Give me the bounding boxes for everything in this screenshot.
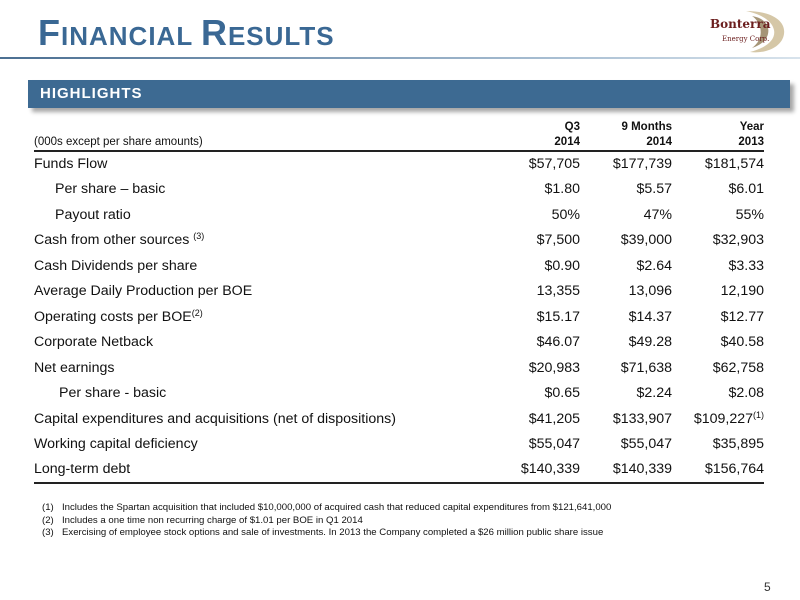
row-label: Funds Flow: [34, 151, 489, 177]
financial-highlights-table: [34, 120, 764, 484]
row-label: Net earnings: [34, 359, 115, 376]
row-value: $0.90: [544, 257, 580, 274]
logo-subtext: Energy Corp.: [722, 35, 770, 43]
footnote-ref: (3): [193, 231, 205, 242]
page-number: 5: [764, 580, 771, 594]
row-value: $12.77: [720, 308, 764, 325]
row-label: Cash Dividends per share: [34, 257, 198, 274]
row-value: $2.64: [636, 257, 672, 274]
table-row: [34, 355, 764, 381]
row-value: $41,205: [528, 410, 580, 427]
table-row: [34, 253, 764, 279]
page-title: [38, 12, 335, 54]
row-value: $40.58: [720, 334, 764, 351]
footnote-ref: (2): [191, 307, 203, 318]
row-label: Operating costs per BOE: [34, 308, 192, 325]
table-row: [34, 279, 764, 305]
row-value: 12,190: [720, 283, 764, 300]
row-value: $2.24: [636, 385, 672, 402]
row-value: $5.57: [636, 181, 672, 198]
row-value: $156,764: [672, 457, 764, 483]
header-cell-2014-ytd: 2014: [646, 136, 672, 148]
footnote: [42, 527, 611, 540]
row-value-cell: [672, 406, 764, 432]
row-value: $109,227: [693, 410, 753, 427]
table-row: [34, 406, 764, 432]
row-value: 13,355: [536, 283, 580, 300]
row-value: 47%: [643, 206, 672, 223]
table-row: [34, 457, 764, 483]
row-value: $140,339: [580, 457, 672, 483]
row-value: $71,638: [620, 359, 672, 376]
footnote-text: Includes the Spartan acquisition that included $10,000,000 of acquired cash that reduced capital expenditures from $121,641,000: [62, 502, 612, 513]
table-row: [34, 228, 764, 254]
footnote: [42, 502, 611, 515]
row-label: Payout ratio: [55, 206, 131, 223]
footnote-number: (2): [42, 514, 54, 526]
title-initial-1: F: [38, 12, 61, 53]
row-label-cell: [34, 228, 489, 254]
table-row: [34, 304, 764, 330]
footnote-ref: (1): [753, 409, 764, 420]
table-header-row-periods: [34, 120, 764, 134]
header-cell: [34, 120, 489, 134]
row-value: $3.33: [728, 257, 764, 274]
footnote-text: Exercising of employee stock options and sale of investments. In 2013 the Company completed a $26 million public share issue: [62, 527, 604, 538]
row-value: $1.80: [544, 181, 580, 198]
header-cell-2013: 2013: [738, 136, 764, 148]
row-value: $15.17: [536, 308, 580, 325]
footnote: [42, 515, 611, 528]
row-value: $49.28: [628, 334, 672, 351]
row-value: $140,339: [489, 457, 580, 483]
row-value: 13,096: [628, 283, 672, 300]
row-value: $177,739: [580, 151, 672, 177]
table-row: [34, 330, 764, 356]
footnote-text: Includes a one time non recurring charge of $1.01 per BOE in Q1 2014: [62, 514, 363, 526]
section-header-bar: [28, 80, 790, 108]
table-row: [34, 177, 764, 203]
row-value: $7,500: [536, 232, 580, 249]
row-label-cell: [34, 304, 489, 330]
row-value: $55,047: [620, 436, 672, 453]
footnotes: [42, 502, 611, 540]
row-label: Cash from other sources: [34, 232, 190, 249]
header-units-note: (000s except per share amounts): [34, 136, 203, 148]
row-value: $0.65: [544, 385, 580, 402]
row-value: $57,705: [489, 151, 580, 177]
row-value: $20,983: [528, 359, 580, 376]
row-label: Corporate Netback: [34, 334, 154, 351]
row-label: Average Daily Production per BOE: [34, 283, 253, 300]
row-label: Per share - basic: [59, 385, 167, 402]
row-value: $2.08: [728, 385, 764, 402]
logo-text: Bonterra: [710, 17, 771, 31]
section-title: HIGHLIGHTS: [40, 85, 143, 102]
row-label: Working capital deficiency: [34, 436, 198, 453]
row-value: $62,758: [712, 359, 764, 376]
row-value: $133,907: [612, 410, 672, 427]
row-value: $35,895: [712, 436, 764, 453]
header-cell-9-months: 9 Months: [621, 121, 672, 133]
title-rest-2: ESULTS: [227, 21, 335, 51]
row-value: 55%: [735, 206, 764, 223]
title-rest-1: INANCIAL: [61, 21, 201, 51]
row-value: $32,903: [712, 232, 764, 249]
header-cell-year: Year: [739, 121, 764, 133]
table-row: [34, 151, 764, 177]
title-initial-2: R: [200, 12, 228, 53]
row-value: 50%: [551, 206, 580, 223]
table-row: [34, 432, 764, 458]
bonterra-logo: [700, 8, 792, 56]
row-value: $6.01: [728, 181, 764, 198]
row-value: $55,047: [528, 436, 580, 453]
table-row: [34, 202, 764, 228]
table-header-row-years: [34, 134, 764, 151]
row-label: Long-term debt: [34, 457, 489, 483]
footnote-number: (1): [42, 502, 54, 513]
header-cell-q3: Q3: [564, 121, 580, 133]
row-value: $46.07: [536, 334, 580, 351]
row-value: $181,574: [672, 151, 764, 177]
header-cell-2014: 2014: [554, 136, 580, 148]
table-row: [34, 381, 764, 407]
row-label: Capital expenditures and acquisitions (net of dispositions): [34, 410, 396, 427]
title-rule: [0, 57, 800, 59]
footnote-number: (3): [42, 527, 54, 538]
row-value: $14.37: [628, 308, 672, 325]
row-value: $39,000: [620, 232, 672, 249]
row-label: Per share – basic: [55, 181, 166, 198]
